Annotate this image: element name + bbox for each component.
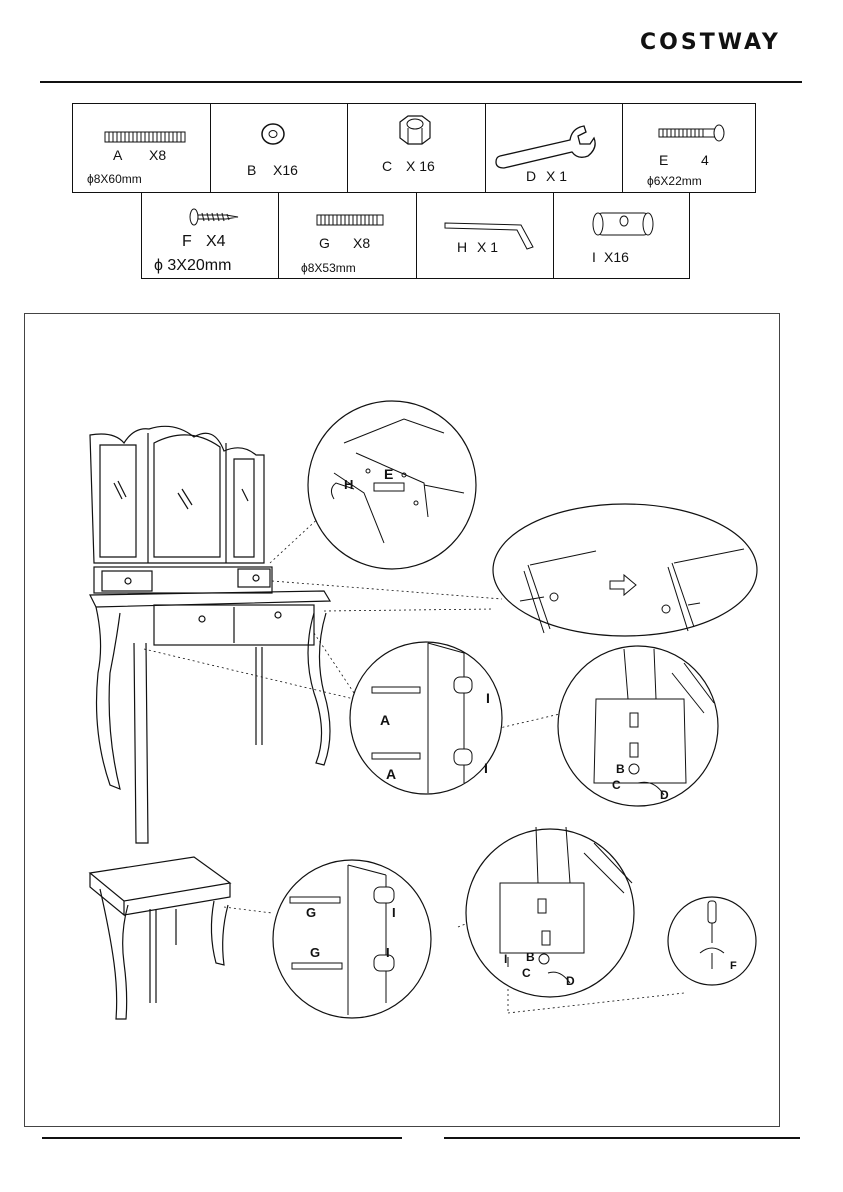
- callout-letter-h: H: [344, 477, 354, 492]
- part-d-letter: D: [526, 168, 537, 184]
- part-cell-f: [141, 192, 279, 279]
- callout-letter-f: F: [730, 960, 737, 972]
- callout-letter-d: D: [660, 788, 669, 802]
- part-cell-e: [622, 103, 756, 193]
- assembly-illustration: [24, 313, 780, 1127]
- callout-f-detail: [668, 897, 756, 985]
- callout-g-detail: [273, 860, 431, 1018]
- part-g-letter: G: [319, 235, 330, 251]
- part-i-qty: X16: [604, 249, 629, 265]
- barrel-nut-icon: [554, 203, 689, 247]
- callout-letter-a1: A: [380, 712, 391, 728]
- callout-letter-b2: B: [526, 950, 535, 964]
- part-i-letter: I: [592, 249, 596, 265]
- vanity-mirror: [90, 426, 264, 563]
- bolt-icon: [73, 118, 210, 158]
- part-cell-h: [416, 192, 554, 279]
- brand-logo: COSTWAY: [640, 30, 781, 55]
- footer-rule-right: [444, 1137, 800, 1139]
- part-e-size: ϕ6X22mm: [647, 174, 702, 188]
- wrench-icon: [486, 114, 622, 174]
- callout-letter-a2: A: [386, 766, 397, 782]
- bolt-icon: [279, 205, 416, 239]
- part-a-size: ϕ8X60mm: [87, 172, 142, 186]
- callout-a-detail: [350, 642, 502, 794]
- part-g-size: ϕ8X53mm: [301, 261, 356, 275]
- part-e-qty: 4: [701, 152, 709, 168]
- part-cell-a: [72, 103, 211, 193]
- part-e-letter: E: [659, 152, 669, 168]
- callout-letter-i1: I: [486, 690, 490, 706]
- stool: [90, 857, 230, 1019]
- callout-stool-bcd-detail: [466, 827, 634, 997]
- part-cell-b: [210, 103, 348, 193]
- part-cell-i: [553, 192, 690, 279]
- callout-letter-c2: C: [522, 966, 531, 980]
- part-a-qty: X8: [149, 147, 167, 163]
- callout-letter-i4: I: [386, 945, 390, 960]
- part-b-letter: B: [247, 162, 257, 178]
- callout-letter-c: C: [612, 778, 621, 792]
- nut-icon: [348, 110, 485, 154]
- screw-icon: [623, 116, 755, 156]
- wood-screw-icon: [142, 203, 278, 235]
- callout-letter-g2: G: [310, 945, 321, 960]
- callout-letter-g1: G: [306, 905, 317, 920]
- callout-letter-d2: D: [566, 974, 575, 988]
- callout-cam-detail: [493, 504, 757, 636]
- drawer-unit: [94, 567, 272, 593]
- callout-bcd-detail: [558, 646, 718, 806]
- callout-letter-i5: I: [504, 952, 508, 966]
- part-f-size: ϕ 3X20mm: [154, 257, 232, 274]
- part-cell-g: [278, 192, 417, 279]
- part-h-qty: X 1: [477, 239, 499, 255]
- callout-letter-i2: I: [484, 760, 488, 776]
- part-h-letter: H: [457, 239, 468, 255]
- callout-letter-e: E: [384, 466, 394, 482]
- part-d-qty: X 1: [546, 168, 568, 184]
- header-rule: [40, 81, 802, 83]
- callout-e-detail: [308, 401, 476, 569]
- part-a-letter: A: [113, 147, 123, 163]
- part-b-qty: X16: [273, 162, 298, 178]
- part-f-letter: F: [182, 233, 192, 250]
- footer-rule-left: [42, 1137, 402, 1139]
- dressing-table: [90, 591, 330, 843]
- part-c-qty: X 16: [406, 158, 435, 174]
- part-cell-c: [347, 103, 486, 193]
- part-f-qty: X4: [206, 233, 226, 250]
- callout-letter-i3: I: [392, 905, 396, 920]
- washer-icon: [211, 114, 347, 154]
- part-c-letter: C: [382, 158, 393, 174]
- part-g-qty: X8: [353, 235, 371, 251]
- callout-letter-b: B: [616, 762, 625, 776]
- part-cell-d: [485, 103, 623, 193]
